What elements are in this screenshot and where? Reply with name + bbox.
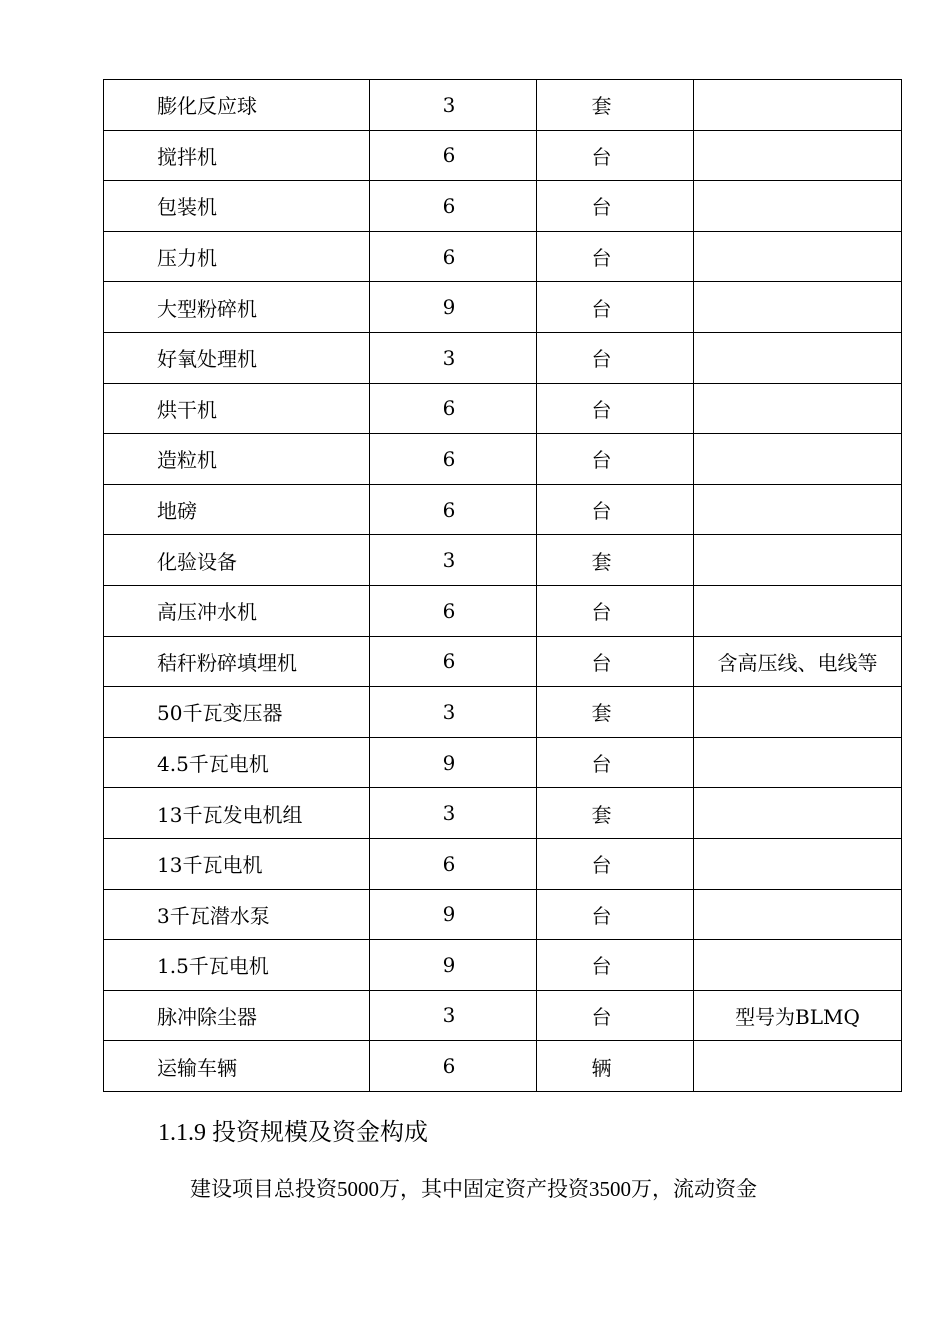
- table-row: [104, 1041, 902, 1092]
- quantity-cell: 6: [370, 231, 537, 282]
- note-cell: [694, 231, 902, 282]
- note-cell: [694, 940, 902, 991]
- quantity-cell: 9: [370, 282, 537, 333]
- quantity-cell: 6: [370, 484, 537, 535]
- equipment-name-cell: 13千瓦发电机组: [104, 788, 370, 839]
- equipment-name-cell: 50千瓦变压器: [104, 687, 370, 738]
- table-row: [104, 231, 902, 282]
- equipment-name-cell: 脉冲除尘器: [104, 990, 370, 1041]
- table-row: [104, 484, 902, 535]
- equipment-name-cell: 秸秆粉碎填埋机: [104, 636, 370, 687]
- table-row: [104, 990, 902, 1041]
- quantity-cell: 6: [370, 1041, 537, 1092]
- note-cell: [694, 80, 902, 131]
- table-row: [104, 636, 902, 687]
- table-row: [104, 434, 902, 485]
- unit-cell: 台: [537, 585, 694, 636]
- note-cell: [694, 130, 902, 181]
- note-cell: [694, 383, 902, 434]
- quantity-cell: 6: [370, 181, 537, 232]
- equipment-name-cell: 压力机: [104, 231, 370, 282]
- note-cell: [694, 332, 902, 383]
- unit-cell: 台: [537, 889, 694, 940]
- table-row: [104, 383, 902, 434]
- quantity-cell: 3: [370, 990, 537, 1041]
- quantity-cell: 6: [370, 383, 537, 434]
- unit-cell: 台: [537, 838, 694, 889]
- equipment-name-cell: 运输车辆: [104, 1041, 370, 1092]
- note-cell: [694, 585, 902, 636]
- note-cell: 型号为BLMQ: [694, 990, 902, 1041]
- quantity-cell: 9: [370, 940, 537, 991]
- equipment-name-cell: 地磅: [104, 484, 370, 535]
- note-cell: [694, 535, 902, 586]
- quantity-cell: 6: [370, 434, 537, 485]
- table-row: [104, 737, 902, 788]
- unit-cell: 套: [537, 687, 694, 738]
- unit-cell: 台: [537, 181, 694, 232]
- section-paragraph: 建设项目总投资5000万，其中固定资产投资3500万，流动资金: [190, 1177, 757, 1201]
- unit-cell: 台: [537, 434, 694, 485]
- table-row: [104, 282, 902, 333]
- unit-cell: 套: [537, 80, 694, 131]
- table-row: [104, 940, 902, 991]
- table-row: [104, 181, 902, 232]
- quantity-cell: 6: [370, 636, 537, 687]
- table-row: [104, 585, 902, 636]
- quantity-cell: 3: [370, 788, 537, 839]
- equipment-name-cell: 大型粉碎机: [104, 282, 370, 333]
- unit-cell: 台: [537, 231, 694, 282]
- equipment-name-cell: 13千瓦电机: [104, 838, 370, 889]
- equipment-name-cell: 膨化反应球: [104, 80, 370, 131]
- table-row: [104, 535, 902, 586]
- note-cell: [694, 181, 902, 232]
- unit-cell: 台: [537, 332, 694, 383]
- table-row: [104, 130, 902, 181]
- table-row: [104, 687, 902, 738]
- equipment-name-cell: 1.5千瓦电机: [104, 940, 370, 991]
- table-row: [104, 80, 902, 131]
- table-row: [104, 838, 902, 889]
- unit-cell: 台: [537, 636, 694, 687]
- unit-cell: 台: [537, 383, 694, 434]
- equipment-name-cell: 造粒机: [104, 434, 370, 485]
- equipment-table: [103, 79, 902, 1092]
- note-cell: [694, 687, 902, 738]
- unit-cell: 台: [537, 282, 694, 333]
- section-heading: 1.1.9 投资规模及资金构成: [158, 1120, 428, 1146]
- quantity-cell: 6: [370, 130, 537, 181]
- equipment-name-cell: 包装机: [104, 181, 370, 232]
- unit-cell: 套: [537, 535, 694, 586]
- equipment-name-cell: 高压冲水机: [104, 585, 370, 636]
- unit-cell: 台: [537, 737, 694, 788]
- quantity-cell: 6: [370, 838, 537, 889]
- note-cell: [694, 434, 902, 485]
- equipment-name-cell: 搅拌机: [104, 130, 370, 181]
- quantity-cell: 9: [370, 889, 537, 940]
- quantity-cell: 3: [370, 332, 537, 383]
- note-cell: [694, 282, 902, 333]
- equipment-name-cell: 好氧处理机: [104, 332, 370, 383]
- table-row: [104, 332, 902, 383]
- unit-cell: 台: [537, 940, 694, 991]
- note-cell: [694, 737, 902, 788]
- equipment-name-cell: 烘干机: [104, 383, 370, 434]
- quantity-cell: 3: [370, 80, 537, 131]
- quantity-cell: 9: [370, 737, 537, 788]
- note-cell: [694, 484, 902, 535]
- note-cell: [694, 838, 902, 889]
- table-row: [104, 788, 902, 839]
- quantity-cell: 3: [370, 687, 537, 738]
- table-row: [104, 889, 902, 940]
- unit-cell: 台: [537, 990, 694, 1041]
- quantity-cell: 3: [370, 535, 537, 586]
- note-cell: 含高压线、电线等: [694, 636, 902, 687]
- unit-cell: 套: [537, 788, 694, 839]
- unit-cell: 台: [537, 130, 694, 181]
- equipment-name-cell: 4.5千瓦电机: [104, 737, 370, 788]
- note-cell: [694, 788, 902, 839]
- equipment-name-cell: 3千瓦潜水泵: [104, 889, 370, 940]
- note-cell: [694, 889, 902, 940]
- equipment-table-body: [104, 80, 902, 1092]
- quantity-cell: 6: [370, 585, 537, 636]
- equipment-name-cell: 化验设备: [104, 535, 370, 586]
- unit-cell: 台: [537, 484, 694, 535]
- unit-cell: 辆: [537, 1041, 694, 1092]
- note-cell: [694, 1041, 902, 1092]
